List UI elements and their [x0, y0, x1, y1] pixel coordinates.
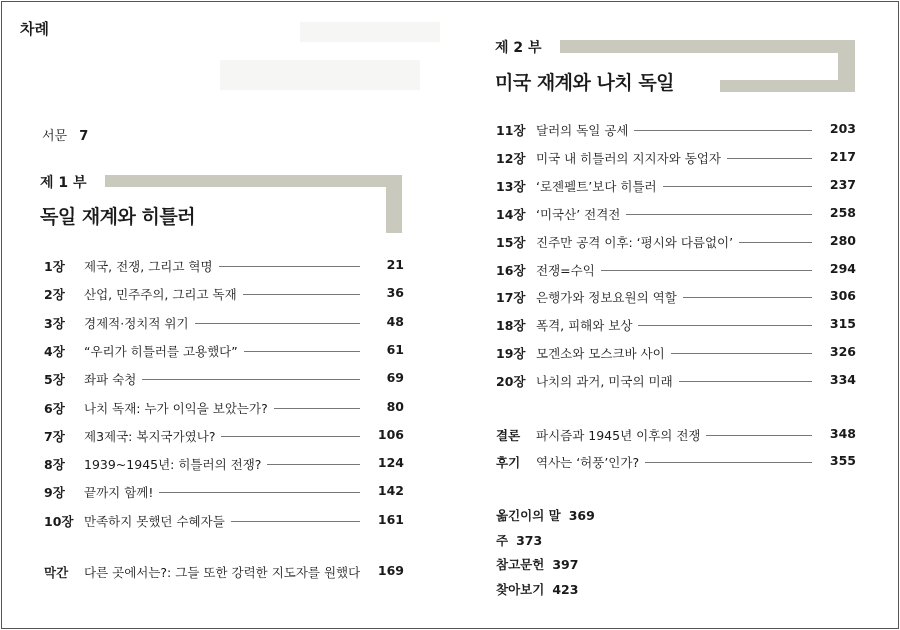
chapter-page: 142 [377, 483, 404, 499]
back-matter-label: 옮긴이의 말 [496, 508, 561, 523]
chapter-number: 막간 [44, 565, 69, 580]
chapter-number: 후기 [496, 455, 521, 470]
chapter-number: 2장 [44, 287, 65, 303]
toc-row-afterword[interactable] [496, 453, 856, 473]
part2-accent-bar-top [560, 40, 855, 53]
chapter-title: 경제적·정치적 위기 [84, 314, 195, 332]
chapter-number: 16장 [496, 262, 526, 278]
chapter-page: 326 [829, 344, 856, 360]
chapter-page: 280 [829, 232, 856, 248]
back-matter-label: 참고문헌 [496, 557, 545, 572]
chapter-title: ‘미국산’ 전격전 [536, 205, 626, 223]
chapter-number: 6장 [44, 400, 65, 416]
chapter-page: 106 [377, 426, 404, 442]
chapter-number: 8장 [44, 457, 65, 473]
toc-row[interactable] [44, 483, 404, 503]
chapter-page: 348 [829, 426, 856, 441]
part2-label: 제 2 부 [495, 37, 548, 57]
toc-row[interactable] [496, 372, 856, 392]
chapter-title: 달러의 독일 공세 [536, 121, 634, 139]
toc-row[interactable] [44, 314, 404, 334]
toc-row-interlude[interactable] [44, 563, 404, 583]
chapter-title: 은행가와 정보요원의 역할 [536, 288, 683, 306]
chapter-number: 19장 [496, 346, 526, 362]
chapter-page: 21 [386, 257, 404, 272]
chapter-title: 끝까지 함께! [84, 483, 159, 501]
intro-label: 서문 [42, 129, 68, 144]
toc-row[interactable] [496, 288, 856, 308]
chapter-number: 14장 [496, 206, 526, 222]
part1-accent-bar-side [386, 175, 402, 233]
chapter-title: 다른 곳에서는?: 그들 또한 강력한 지도자를 원했다 [84, 563, 366, 581]
chapter-number: 7장 [44, 428, 65, 444]
chapter-title: ‘로젠펠트’보다 히틀러 [536, 177, 663, 195]
chapter-number: 13장 [496, 178, 526, 194]
chapter-page: 217 [829, 148, 856, 164]
part2-title: 미국 재계와 나치 독일 [495, 72, 675, 94]
chapter-title: 1939~1945년: 히틀러의 전쟁? [84, 455, 267, 473]
chapter-page: 258 [829, 204, 856, 220]
toc-row[interactable] [44, 455, 404, 475]
chapter-title: 제3제국: 복지국가였나? [84, 427, 221, 445]
chapter-number: 20장 [496, 374, 526, 390]
chapter-title: 산업, 민주주의, 그리고 독재 [84, 285, 243, 303]
back-matter-label: 주 [496, 532, 509, 548]
chapter-page: 61 [386, 341, 404, 357]
chapter-title: 좌파 숙청 [84, 370, 142, 388]
chapter-title: 역사는 ‘허풍’인가? [536, 453, 645, 471]
chapter-number: 15장 [496, 234, 526, 250]
toc-row[interactable] [496, 316, 856, 336]
toc-row[interactable] [44, 370, 404, 390]
chapter-title: 나치의 과거, 미국의 미래 [536, 372, 679, 390]
chapter-page: 80 [386, 398, 404, 414]
back-matter-page: 373 [516, 532, 543, 548]
back-matter-item[interactable] [496, 531, 542, 549]
chapter-page: 161 [377, 511, 404, 527]
toc-row[interactable] [496, 121, 856, 141]
toc-row[interactable] [496, 149, 856, 169]
chapter-page: 334 [829, 372, 856, 388]
toc-row[interactable] [44, 512, 404, 532]
bleed-through-block [220, 60, 420, 90]
chapter-number: 18장 [496, 318, 526, 334]
chapter-title: 전쟁=수익 [536, 261, 601, 279]
chapter-number: 4장 [44, 343, 65, 359]
toc-row-conclusion[interactable] [496, 426, 856, 446]
chapter-title: 나치 독재: 누가 이익을 보았는가? [84, 399, 274, 417]
toc-row[interactable] [44, 285, 404, 305]
part2-accent-bar-bottom [720, 80, 855, 92]
intro-page: 7 [79, 129, 89, 144]
chapter-title: 파시즘과 1945년 이후의 전쟁 [536, 426, 706, 444]
chapter-number: 1장 [44, 259, 65, 274]
toc-row[interactable] [44, 342, 404, 362]
chapter-page: 69 [386, 370, 404, 386]
back-matter-page: 423 [552, 581, 579, 597]
chapter-title: “우리가 히틀러를 고용했다” [84, 342, 244, 360]
chapter-title: 폭격, 피해와 보상 [536, 316, 638, 334]
chapter-number: 5장 [44, 372, 65, 388]
chapter-page: 169 [377, 563, 404, 578]
chapter-page: 237 [829, 176, 856, 192]
chapter-number: 3장 [44, 315, 65, 331]
back-matter-item[interactable] [496, 555, 578, 573]
back-matter-item[interactable] [496, 580, 578, 598]
chapter-page: 294 [829, 260, 856, 276]
toc-row[interactable] [496, 205, 856, 225]
chapter-title: 제국, 전쟁, 그리고 혁명 [84, 257, 219, 275]
back-matter-page: 397 [552, 557, 579, 572]
chapter-number: 11장 [496, 123, 526, 138]
toc-title: 차례 [20, 20, 49, 38]
chapter-page: 315 [829, 316, 856, 332]
toc-row[interactable] [44, 399, 404, 419]
toc-row[interactable] [496, 261, 856, 281]
chapter-number: 12장 [496, 150, 526, 166]
bleed-through-block [300, 22, 440, 42]
chapter-page: 124 [377, 455, 404, 471]
chapter-page: 48 [386, 313, 404, 329]
chapter-page: 306 [829, 288, 856, 304]
toc-row[interactable] [496, 344, 856, 364]
back-matter-label: 찾아보기 [496, 581, 545, 597]
intro-entry[interactable] [42, 125, 88, 144]
back-matter-item[interactable] [496, 506, 595, 524]
toc-row[interactable] [44, 427, 404, 447]
chapter-number: 9장 [44, 485, 65, 501]
chapter-page: 36 [386, 285, 404, 301]
part1-label: 제 1 부 [40, 172, 93, 192]
chapter-page: 355 [829, 453, 856, 468]
chapter-page: 203 [829, 121, 856, 136]
part1-title: 독일 재계와 히틀러 [40, 206, 196, 228]
chapter-number: 17장 [496, 290, 526, 306]
toc-row[interactable] [496, 177, 856, 197]
back-matter-page: 369 [568, 508, 595, 523]
chapter-title: 미국 내 히틀러의 지지자와 동업자 [536, 149, 727, 167]
chapter-number: 결론 [496, 428, 521, 443]
toc-row[interactable] [496, 233, 856, 253]
chapter-title: 만족하지 못했던 수혜자들 [84, 512, 231, 530]
chapter-title: 진주만 공격 이후: ‘평시와 다름없이’ [536, 233, 739, 251]
chapter-number: 10장 [44, 513, 74, 529]
chapter-title: 모겐소와 모스크바 사이 [536, 344, 671, 362]
part1-accent-bar-top [105, 175, 402, 187]
toc-row[interactable] [44, 257, 404, 277]
